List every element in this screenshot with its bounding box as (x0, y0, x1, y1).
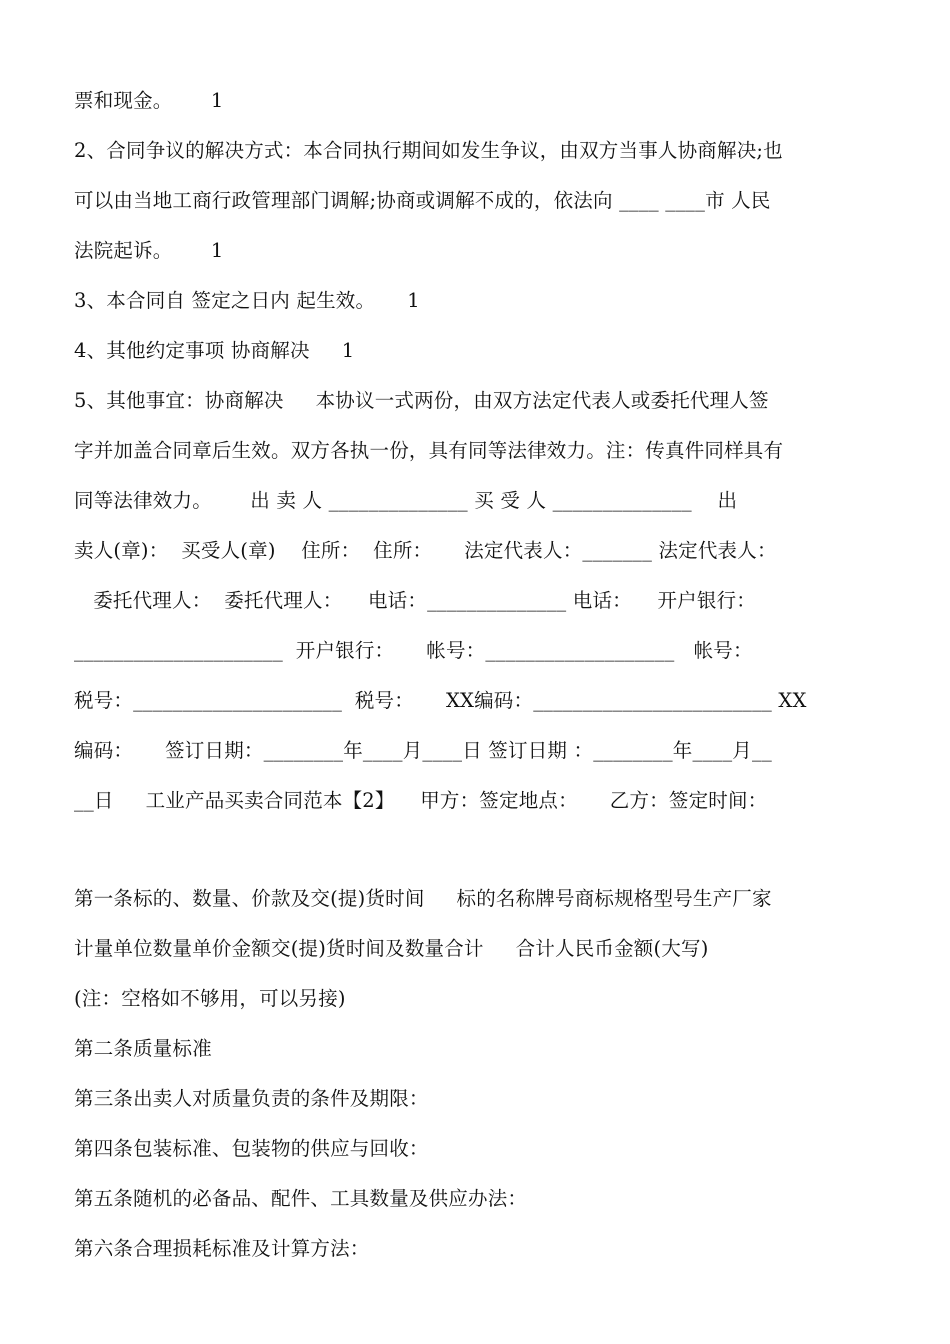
text-line: 第三条出卖人对质量负责的条件及期限： (74, 1087, 429, 1110)
text-line: 4、其他约定事项 协商解决 1 (74, 339, 355, 362)
text-line: _____________________ 开户银行： 帐号：___________________ 帐号： (74, 639, 753, 662)
text-line: 第六条合理损耗标准及计算方法： (74, 1237, 370, 1260)
text-line: 编码： 签订日期：________年____月____日 签订日期 ：________年____月__ (74, 739, 772, 762)
text-line: 税号：_____________________ 税号： XX编码：________________________ XX (74, 689, 807, 712)
text-line: 法院起诉。 1 (74, 239, 224, 262)
text-line: 第一条标的、数量、价款及交(提)货时间 标的名称牌号商标规格型号生产厂家 (74, 887, 772, 910)
text-line: 5、其他事宜：协商解决 本协议一式两份，由双方法定代表人或委托代理人签 (74, 389, 769, 412)
text-line: 第二条质量标准 (74, 1037, 212, 1060)
text-line: 卖人(章)： 买受人(章) 住所： 住所： 法定代表人：_______ 法定代表人： (74, 539, 777, 562)
text-line: 委托代理人： 委托代理人： 电话：______________ 电话： 开户银行： (74, 589, 756, 612)
text-line: 票和现金。 1 (74, 89, 224, 112)
text-line: __日 工业产品买卖合同范本【2】 甲方：签定地点： 乙方：签定时间： (74, 789, 768, 812)
text-line: (注：空格如不够用，可以另接) (74, 987, 346, 1010)
text-line: 同等法律效力。 出 卖 人 ______________ 买 受 人 ______________ 出 (74, 489, 738, 512)
text-line: 第五条随机的必备品、配件、工具数量及供应办法： (74, 1187, 528, 1210)
text-line: 字并加盖合同章后生效。双方各执一份，具有同等法律效力。注：传真件同样具有 (74, 439, 784, 462)
text-line: 第四条包装标准、包装物的供应与回收： (74, 1137, 429, 1160)
text-line: 2、合同争议的解决方式：本合同执行期间如发生争议，由双方当事人协商解决;也 (74, 139, 783, 162)
text-line: 3、本合同自 签定之日内 起生效。 1 (74, 289, 420, 312)
text-line: 计量单位数量单价金额交(提)货时间及数量合计 合计人民币金额(大写) (74, 937, 709, 960)
text-line: 可以由当地工商行政管理部门调解;协商或调解不成的，依法向 ____ ____市 人民 (74, 189, 771, 212)
